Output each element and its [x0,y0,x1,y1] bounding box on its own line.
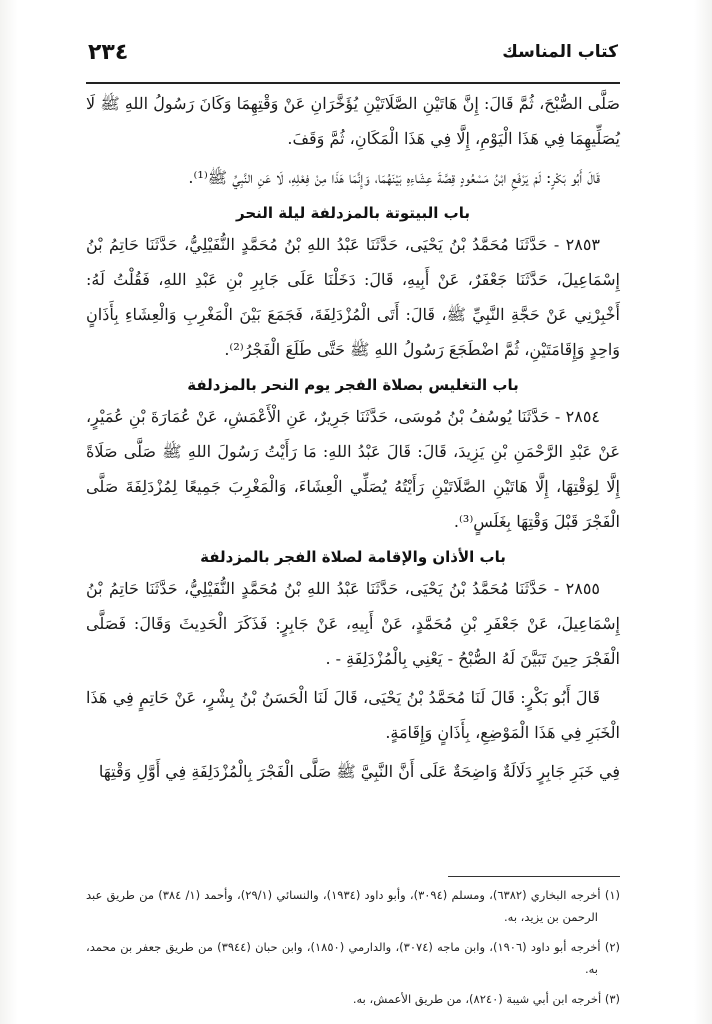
header-rule [86,82,620,84]
footnote-rule [448,876,620,877]
section-heading-1: باب البيتوتة بالمزدلفة ليلة النحر [235,204,471,222]
paragraph-1: صَلَّى الصُّبْحَ، ثُمَّ قَالَ: إِنَّ هَاتَيْنِ الصَّلَاتَيْنِ يُؤَخَّرَانِ عَنْ وَقْتِهِمَا وَكَانَ رَسُولُ اللهِ ﷺ لَا يُصَلِّيهِمَا فِي هَذَا الْيَوْمِ، إِلَّا فِي هَذَا الْمَكَانِ، ثُمَّ وَقَفَ. [86,94,620,148]
hadith-2855: ٢٨٥٥ - حَدَّثَنَا مُحَمَّدُ بْنُ يَحْيَى، حَدَّثَنَا عَبْدُ اللهِ بْنُ مُحَمَّدٍ النُّفَيْلِيُّ، حَدَّثَنَا حَاتِمُ بْنُ إِسْمَاعِيلَ، عَنْ جَعْفَرِ بْنِ مُحَمَّدٍ، عَنْ أَبِيهِ، عَنْ جَابِرٍ: فَذَكَرَ الْحَدِيثَ وَقَالَ: فَصَلَّى الْفَجْرَ حِينَ تَبَيَّنَ لَهُ الصُّبْحُ - يَعْنِي بِالْمُزْدَلِفَةِ - . [86,579,620,668]
footnotes [86,884,620,1018]
paragraph-2: قَالَ أَبُو بَكْرٍ: لَمْ يَرْفَعِ ابْنُ مَسْعُودٍ قِصَّةَ عِشَاءِهِ بَيْنَهُمَا، وَإِنَّمَا هَذَا مِنْ فِعْلِهِ، لَا عَنِ النَّبِيِّ ﷺ⁽¹⁾. [188,168,600,187]
page-number: ٢٣٤ [88,40,129,65]
section-heading-3: باب الأذان والإقامة لصلاة الفجر بالمزدلفة [200,548,506,566]
section-heading-2: باب التغليس بصلاة الفجر يوم النحر بالمزدلفة [187,376,519,394]
paragraph-abu-bakr: قَالَ أَبُو بَكْرٍ: قَالَ لَنَا مُحَمَّدُ بْنُ يَحْيَى، قَالَ لَنَا الْحَسَنُ بْنُ بِشْرٍ، عَنْ حَاتِمٍ فِي هَذَا الْخَبَرِ فِي هَذَا الْمَوْضِعِ، بِأَذَانٍ وَإِقَامَةٍ. [86,688,620,742]
hadith-2854: ٢٨٥٤ - حَدَّثَنَا يُوسُفُ بْنُ مُوسَى، حَدَّثَنَا جَرِيرٌ، عَنِ الْأَعْمَشِ، عَنْ عُمَارَةَ بْنِ عُمَيْرٍ، عَنْ عَبْدِ الرَّحْمَنِ بْنِ يَزِيدَ، قَالَ: قَالَ عَبْدُ اللهِ: مَا رَأَيْتُ رَسُولَ اللهِ ﷺ صَلَّى صَلَاةً إِلَّا لِوَقْتِهَا، إِلَّا هَاتَيْنِ الصَّلَاتَيْنِ رَأَيْتُهُ يُصَلِّي الْعِشَاءَ، وَالْمَغْرِبَ جَمِيعًا لِمُزْدَلِفَةَ صَلَّى الْفَجْرَ قَبْلَ وَقْتِهَا بِغَلَسٍ⁽³⁾. [86,407,620,531]
main-text [86,86,620,793]
footnote-2: (٢) أخرجه أبو داود (١٩٠٦)، وابن ماجه (٣٠٧٤)، والدارمي (١٨٥٠)، وابن حبان (٣٩٤٤) من طريق جعفر بن محمد، به. [86,940,621,976]
hadith-2853: ٢٨٥٣ - حَدَّثَنَا مُحَمَّدُ بْنُ يَحْيَى، حَدَّثَنَا عَبْدُ اللهِ بْنُ مُحَمَّدٍ النُّفَيْلِيُّ، حَدَّثَنَا حَاتِمُ بْنُ إِسْمَاعِيلَ، حَدَّثَنَا جَعْفَرٌ، عَنْ أَبِيهِ، قَالَ: دَخَلْنَا عَلَى جَابِرِ بْنِ عَبْدِ اللهِ، فَقُلْتُ لَهُ: أَخْبِرْنِي عَنْ حَجَّةِ النَّبِيِّ ﷺ، قَالَ: أَتَى الْمُزْدَلِفَةَ، فَجَمَعَ بَيْنَ الْمَغْرِبِ وَالْعِشَاءِ بِأَذَانٍ وَاحِدٍ وَإِقَامَتَيْنِ، ثُمَّ اضْطَجَعَ رَسُولُ اللهِ ﷺ حَتَّى طَلَعَ الْفَجْرُ⁽²⁾. [86,235,620,359]
footnote-3: (٣) أخرجه ابن أبي شيبة (٨٢٤٠)، من طريق الأعمش، به. [352,992,620,1006]
page-header [88,40,618,80]
footnote-1: (١) أخرجه البخاري (٦٣٨٢)، ومسلم (٣٠٩٤)، وأبو داود (١٩٣٤)، والنسائي (٢٩/١)، وأحمد (١/ ٣٨٤) من طريق عبد الرحمن بن يزيد، به. [86,888,620,924]
book-title: كتاب المناسك [502,42,618,62]
paragraph-commentary: فِي خَبَرِ جَابِرٍ دَلَالَةٌ وَاضِحَةٌ عَلَى أَنَّ النَّبِيَّ ﷺ صَلَّى الْفَجْرَ بِالْمُزْدَلِفَةِ فِي أَوَّلِ وَقْتِهَا [98,762,620,781]
